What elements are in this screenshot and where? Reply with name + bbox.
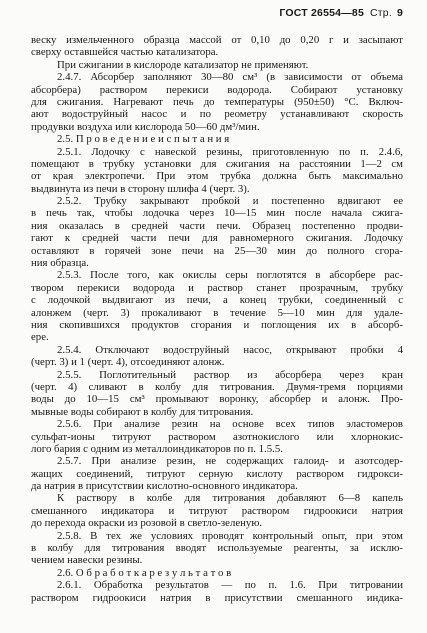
text-line: помещают в трубку установки для сжигания на расстоянии 1—2 см — [31, 157, 403, 170]
text-line: ере. — [31, 331, 49, 344]
text-line: в колбу для титрования вводят используемые реагенты, за исклю- — [31, 542, 403, 555]
text-line: 2.5.5. Поглотительный раствор из абсорбера через кран — [57, 368, 403, 381]
standard-number: ГОСТ 26554—85 — [279, 7, 364, 19]
text-line: ния образца. — [31, 257, 89, 270]
text-line: сверху оставшейся частью катализатора. — [31, 46, 219, 59]
text-line: ния скопившихся продуктов сгорания и поглощения их в абсорб- — [31, 318, 403, 331]
text-line: 2.5.6. При анализе резин на основе всех типов эластомеров — [57, 418, 403, 431]
text-line: раствором гидроокиси натрия в присутствии смешанного индика- — [31, 591, 403, 604]
text-line: для сжигания. Нагревают печь до температуры (950±50) °С. Включ- — [31, 95, 403, 108]
text-line: чением навески резины. — [31, 554, 143, 567]
page-label: Стр. — [370, 7, 392, 19]
text-line: да натрия в присутствии кислотно-основного индикатора. — [31, 480, 298, 493]
text-line: оставляют в горячей зоне печи на 25—30 мин до полного сгора- — [31, 244, 403, 257]
text-line: алонжем (черт. 3) прокаливают в течение 5—10 мин для удале- — [31, 306, 403, 319]
text-line: от края электропечи. При этом трубка должна быть максимально — [31, 170, 403, 183]
text-line: (черт. 3) и 1 (черт. 4), отсоединяют алонж. — [31, 356, 225, 369]
document-body — [31, 34, 403, 604]
text-line: При сжигании в кислороде катализатор не применяют. — [57, 58, 309, 71]
text-line: 2.5.1. Лодочку с навеской резины, приготовленную по п. 2.4.6, — [57, 145, 403, 158]
page-number: 9 — [396, 7, 403, 19]
page-header — [274, 7, 403, 19]
section-heading: 2.6. О б р а б о т к а р е з у л ь т а т о в — [57, 566, 232, 579]
text-line: 2.6.1. Обработка результатов — по п. 1.6. При титровании — [57, 579, 403, 592]
text-line: гают к средней части печи для равномерного сжигания. Лодочку — [31, 232, 403, 245]
text-line: (черт. 4) сливают в колбу для титрования. Двумя-тремя порциями — [31, 380, 403, 393]
text-line: 2.4.7. Абсорбер заполняют 30—80 см³ (в зависимости от объема — [57, 71, 403, 84]
text-line: веску измельченного образца массой от 0,10 до 0,20 г и засыпают — [31, 34, 403, 46]
text-line: в печь так, чтобы лодочка через 10—15 мин после начала сжига- — [31, 207, 403, 220]
text-line: смешанного индикатора и титруют раствором гидроокиси натрия — [31, 504, 403, 517]
text-line: К раствору в колбе для титрования добавляют 6—8 капель — [57, 492, 403, 505]
text-line: 2.5.7. При анализе резин, не содержащих галоид- и азотсодер- — [57, 455, 403, 468]
text-line: с лодочкой выдвигают из печи, а конец трубки, соединенный с — [31, 294, 403, 307]
text-line: 2.5.4. Отключают водоструйный насос, открывают пробки 4 — [57, 343, 403, 356]
text-line: выдвинута из печи в сторону шлифа 4 (черт. 3). — [31, 182, 250, 195]
text-line: сульфат-ионы титруют раствором азотнокислого или хлорнокис- — [31, 430, 403, 443]
text-line: продувки воздуха или кислорода 50—60 дм³/мин. — [31, 120, 260, 133]
text-line: 2.5.3. После того, как окислы серы поглотятся в абсорбере рас- — [57, 269, 403, 282]
text-line: ают водоструйный насос и по реометру устанавливают скорость — [31, 108, 403, 121]
text-line: лого бария с одним из металлоиндикаторов по п. 1.5.5. — [31, 442, 283, 455]
text-line: жащих соединений, титруют серную кислоту раствором гидрокси- — [31, 467, 403, 480]
text-line: 2.5.8. В тех же условиях проводят контрольный опыт, при этом — [57, 529, 403, 542]
text-line: до перехода окраски из розовой в светло-зеленую. — [31, 517, 263, 530]
text-line: воды до 10—15 см³ промывают воронку, абсорбер и алонж. Про- — [31, 393, 403, 406]
text-line: 2.5.2. Трубку закрывают пробкой и постепенно вдвигают ее — [57, 195, 403, 208]
text-line: твором перекиси водорода и раствор станет прозрачным, трубку — [31, 281, 403, 294]
text-line: абсорбера) раствором перекиси водорода. Собирают установку — [31, 83, 403, 96]
section-heading: 2.5. П р о в е д е н и е и с п ы т а н и я — [57, 133, 230, 146]
text-line: ния оказалась в средней части печи. Образец постепенно продви- — [31, 219, 403, 232]
text-line: мывные воды собирают в колбу для титрования. — [31, 405, 254, 418]
